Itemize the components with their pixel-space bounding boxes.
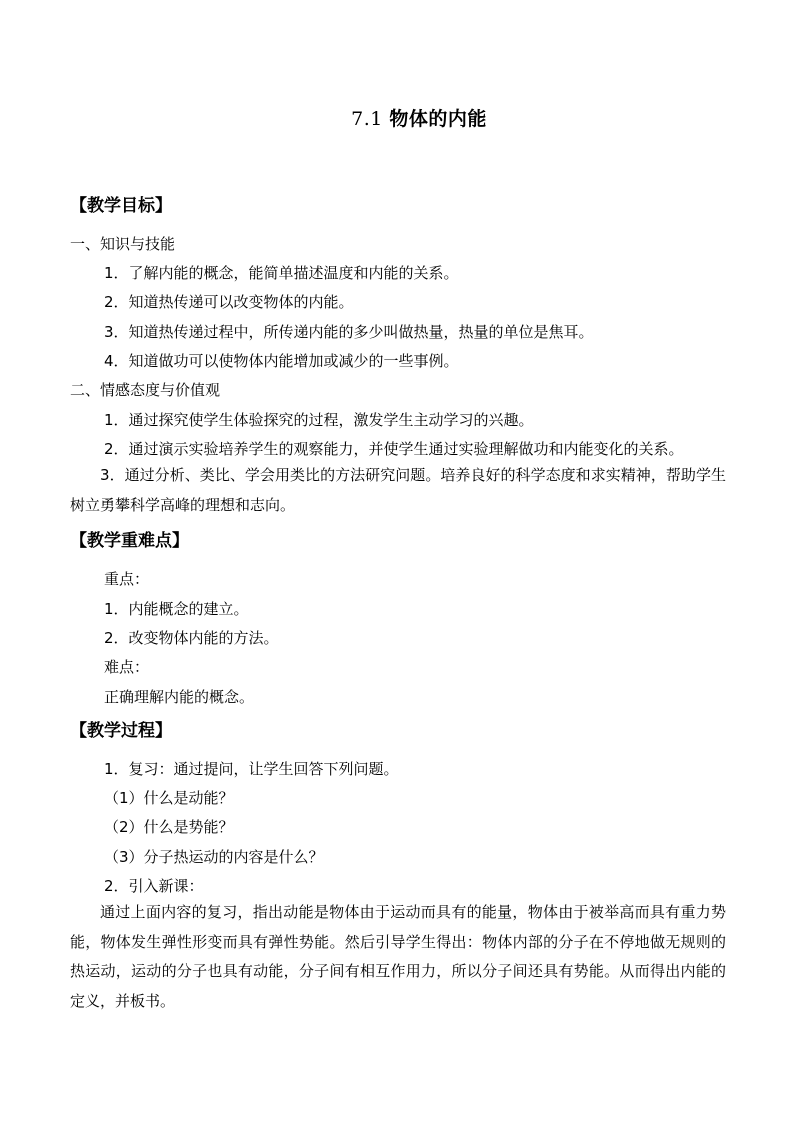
title-text: 物体的内能 bbox=[389, 108, 487, 130]
knowledge-item-1: 1．了解内能的概念，能简单描述温度和内能的关系。 bbox=[104, 264, 459, 282]
knowledge-heading: 一、知识与技能 bbox=[70, 235, 176, 253]
intro-paragraph: 通过上面内容的复习，指出动能是物体由于运动而具有的能量，物体由于被举高而具有重力势能，物体发生弹性形变而具有弹性势能。然后引导学生得出：物体内部的分子在不停地做无规则的热运动，运动的分子也具有动能，分子间有相互作用力，所以分子间还具有势能。从而得出内能的定义，并板书。 bbox=[70, 903, 726, 1010]
knowledge-item-2: 2．知道热传递可以改变物体的内能。 bbox=[104, 293, 354, 311]
review-line: 1．复习：通过提问，让学生回答下列问题。 bbox=[104, 760, 399, 778]
review-question-1: （1）什么是动能？ bbox=[104, 789, 234, 807]
attitude-item-2: 2．通过演示实验培养学生的观察能力，并使学生通过实验理解做功和内能变化的关系。 bbox=[104, 440, 684, 458]
goals-heading: 【教学目标】 bbox=[70, 196, 172, 216]
key-item-1: 1．内能概念的建立。 bbox=[104, 600, 249, 618]
process-heading: 【教学过程】 bbox=[70, 721, 172, 741]
page-title bbox=[0, 104, 794, 131]
difficulty-text: 正确理解内能的概念。 bbox=[104, 688, 255, 706]
review-question-3: （3）分子热运动的内容是什么？ bbox=[104, 848, 324, 866]
difficulty-label: 难点： bbox=[104, 658, 150, 676]
new-lesson-line: 2．引入新课： bbox=[104, 877, 204, 895]
attitude-item-1: 1．通过探究使学生体验探究的过程，激发学生主动学习的兴趣。 bbox=[104, 411, 534, 429]
key-heading: 【教学重难点】 bbox=[70, 531, 189, 551]
title-number: 7.1 bbox=[351, 108, 383, 130]
knowledge-item-4: 4．知道做功可以使物体内能增加或减少的一些事例。 bbox=[104, 352, 459, 370]
key-item-2: 2．改变物体内能的方法。 bbox=[104, 629, 279, 647]
attitude-item-3: 3．通过分析、类比、学会用类比的方法研究问题。培养良好的科学态度和求实精神，帮助学生树立勇攀科学高峰的理想和志向。 bbox=[70, 466, 726, 514]
knowledge-item-3: 3．知道热传递过程中，所传递内能的多少叫做热量，热量的单位是焦耳。 bbox=[104, 323, 594, 341]
key-label: 重点： bbox=[104, 570, 150, 588]
review-question-2: （2）什么是势能？ bbox=[104, 818, 234, 836]
attitude-heading: 二、情感态度与价值观 bbox=[70, 381, 221, 399]
